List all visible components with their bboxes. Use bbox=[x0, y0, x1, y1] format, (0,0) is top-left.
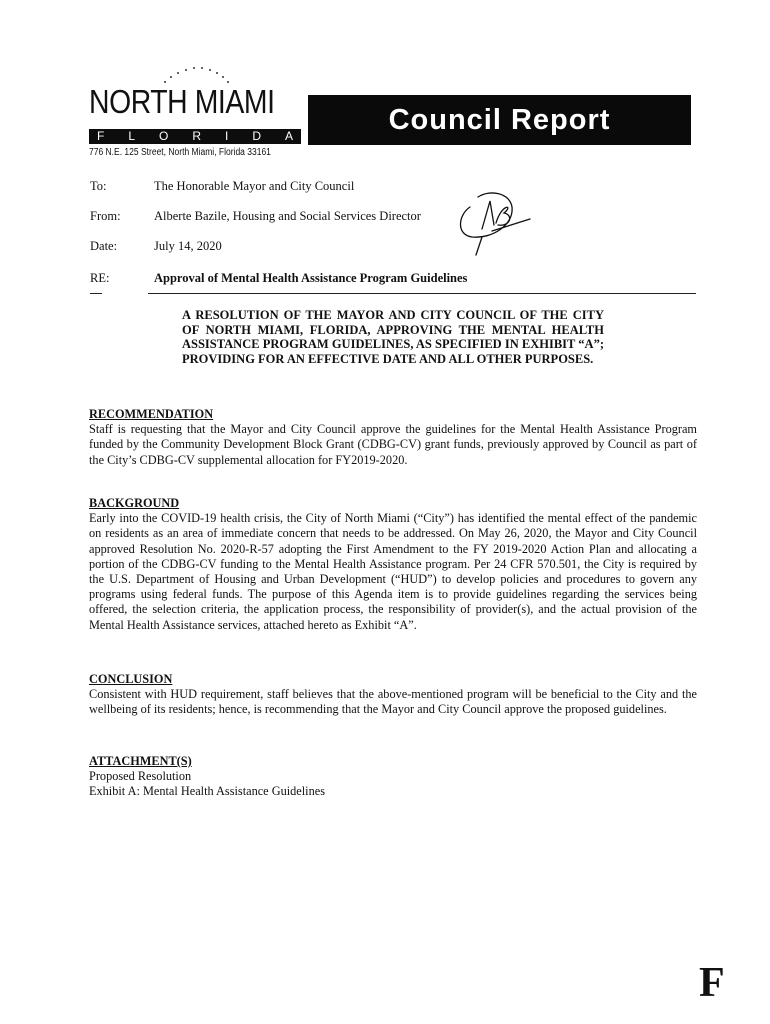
conclusion-section bbox=[89, 672, 697, 718]
logo-state-letter: O bbox=[159, 129, 169, 143]
divider-line bbox=[90, 293, 102, 294]
logo-state-letter: D bbox=[252, 129, 261, 143]
director-signature bbox=[452, 185, 532, 257]
memo-re-value: Approval of Mental Health Assistance Program Guidelines bbox=[154, 271, 468, 285]
memo-date-value: July 14, 2020 bbox=[154, 239, 222, 253]
attachment-item: Exhibit A: Mental Health Assistance Guidelines bbox=[89, 784, 325, 799]
recommendation-body: Staff is requesting that the Mayor and City Council approve the guidelines for the Mental Health Assistance Program funded by the Community Development Block Grant (CDBG-CV) grant funds, previously approved by Council as part of the City’s CDBG-CV supplemental allocation for FY2019-2020. bbox=[89, 422, 697, 467]
memo-re-label: RE: bbox=[90, 271, 110, 285]
recommendation-section bbox=[89, 407, 697, 468]
memo-from-value: Alberte Bazile, Housing and Social Services Director bbox=[154, 209, 421, 223]
logo-state-bar bbox=[89, 129, 301, 144]
conclusion-body: Consistent with HUD requirement, staff believes that the above-mentioned program will be beneficial to the City and the wellbeing of its residents; hence, is recommending that the Mayor and City Council approve the proposed guidelines. bbox=[89, 687, 697, 717]
attachment-item: Proposed Resolution bbox=[89, 769, 192, 784]
logo-state-letter: L bbox=[128, 129, 136, 143]
logo-state-letter: R bbox=[192, 129, 201, 143]
page-letter: F bbox=[699, 960, 725, 1006]
background-body: Early into the COVID-19 health crisis, the City of North Miami (“City”) has identified the mental effect of the pandemic on residents as an area of immediate concern that needs to be addressed. On May 26, 2020, the Mayor and City Council approved Resolution No. 2020-R-57 adopting the First Amendment to the FY 2019-2020 Action Plan and allocating a portion of the CDBG-CV funding to the Mental Health Assistance program. Per 24 CFR 570.501, the City is required by the U.S. Department of Housing and Urban Development (“HUD”) to develop policies and procedures to govern any programs using federal funds. The purpose of this Agenda item is to provide guidelines regarding the services being offered, the selection criteria, the application process, the responsibility of provider(s), and the actual provision of the Mental Health Assistance services, attached hereto as Exhibit “A”. bbox=[89, 511, 697, 632]
logo-state-letter: A bbox=[284, 129, 293, 143]
logo-city-name: NORTH MIAMI bbox=[89, 83, 275, 120]
recommendation-heading: RECOMMENDATION bbox=[89, 407, 214, 421]
memo-from-label: From: bbox=[90, 209, 121, 223]
memo-to-label: To: bbox=[90, 179, 107, 193]
conclusion-heading: CONCLUSION bbox=[89, 672, 173, 686]
resolution-title: A RESOLUTION OF THE MAYOR AND CITY COUNCIL OF THE CITY OF NORTH MIAMI, FLORIDA, APPROVING THE MENTAL HEALTH ASSISTANCE PROGRAM GUIDELINES, AS SPECIFIED IN EXHIBIT “A”; PROVIDING FOR AN EFFECTIVE DATE AND ALL OTHER PURPOSES. bbox=[182, 308, 604, 366]
logo-state-letter: I bbox=[224, 129, 229, 143]
divider-line bbox=[148, 293, 696, 294]
attachments-heading: ATTACHMENT(S) bbox=[89, 754, 192, 768]
background-section bbox=[89, 496, 697, 633]
memo-to-value: The Honorable Mayor and City Council bbox=[154, 179, 355, 193]
city-address: 776 N.E. 125 Street, North Miami, Florida 33161 bbox=[89, 147, 271, 158]
attachments-section bbox=[89, 754, 697, 800]
logo-state-letter: F bbox=[97, 129, 105, 143]
memo-date-label: Date: bbox=[90, 239, 118, 253]
background-heading: BACKGROUND bbox=[89, 496, 180, 510]
council-report-banner: Council Report bbox=[308, 95, 691, 145]
